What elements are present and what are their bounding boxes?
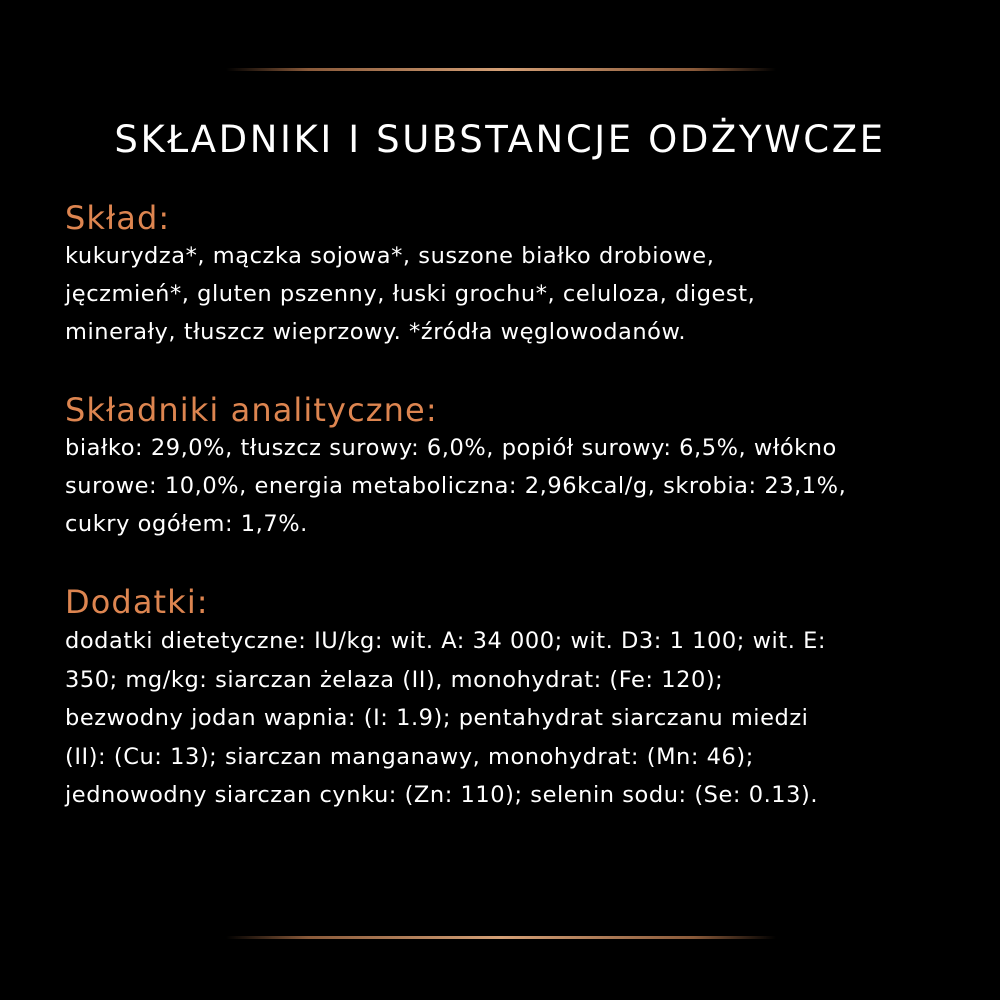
text-line: cukry ogółem: 1,7%.: [65, 511, 308, 537]
section-composition: [65, 198, 965, 351]
text-line: kukurydza*, mączka sojowa*, suszone białko drobiowe,: [65, 243, 715, 269]
text-line: jęczmień*, gluten pszenny, łuski grochu*, celuloza, digest,: [65, 281, 756, 307]
section-heading-analytical: Składniki analityczne:: [65, 391, 438, 429]
text-line: bezwodny jodan wapnia: (I: 1.9); pentahydrat siarczanu miedzi: [65, 705, 809, 731]
text-line: (II): (Cu: 13); siarczan manganawy, monohydrat: (Mn: 46);: [65, 743, 754, 770]
section-analytical: [65, 390, 965, 543]
section-heading-additives: Dodatki:: [65, 583, 209, 621]
text-line: surowe: 10,0%, energia metaboliczna: 2,96kcal/g, skrobia: 23,1%,: [65, 473, 847, 499]
section-heading-composition: Skład:: [65, 199, 171, 237]
section-body-additives: [65, 622, 965, 815]
section-body-composition: [65, 237, 965, 351]
text-line: jednowodny siarczan cynku: (Zn: 110); selenin sodu: (Se: 0.13).: [65, 782, 819, 808]
text-line: 350; mg/kg: siarczan żelaza (II), monohydrat: (Fe: 120);: [65, 666, 724, 693]
section-additives: [65, 582, 965, 815]
top-divider: [226, 68, 776, 71]
bottom-divider: [226, 936, 776, 939]
text-line: białko: 29,0%, tłuszcz surowy: 6,0%, popiół surowy: 6,5%, włókno: [65, 435, 837, 461]
text-line: dodatki dietetyczne: IU/kg: wit. A: 34 000; wit. D3: 1 100; wit. E:: [65, 628, 826, 654]
page-title: SKŁADNIKI I SUBSTANCJE ODŻYWCZE: [114, 118, 886, 161]
text-line: minerały, tłuszcz wieprzowy. *źródła węglowodanów.: [65, 319, 687, 345]
section-body-analytical: [65, 429, 965, 543]
